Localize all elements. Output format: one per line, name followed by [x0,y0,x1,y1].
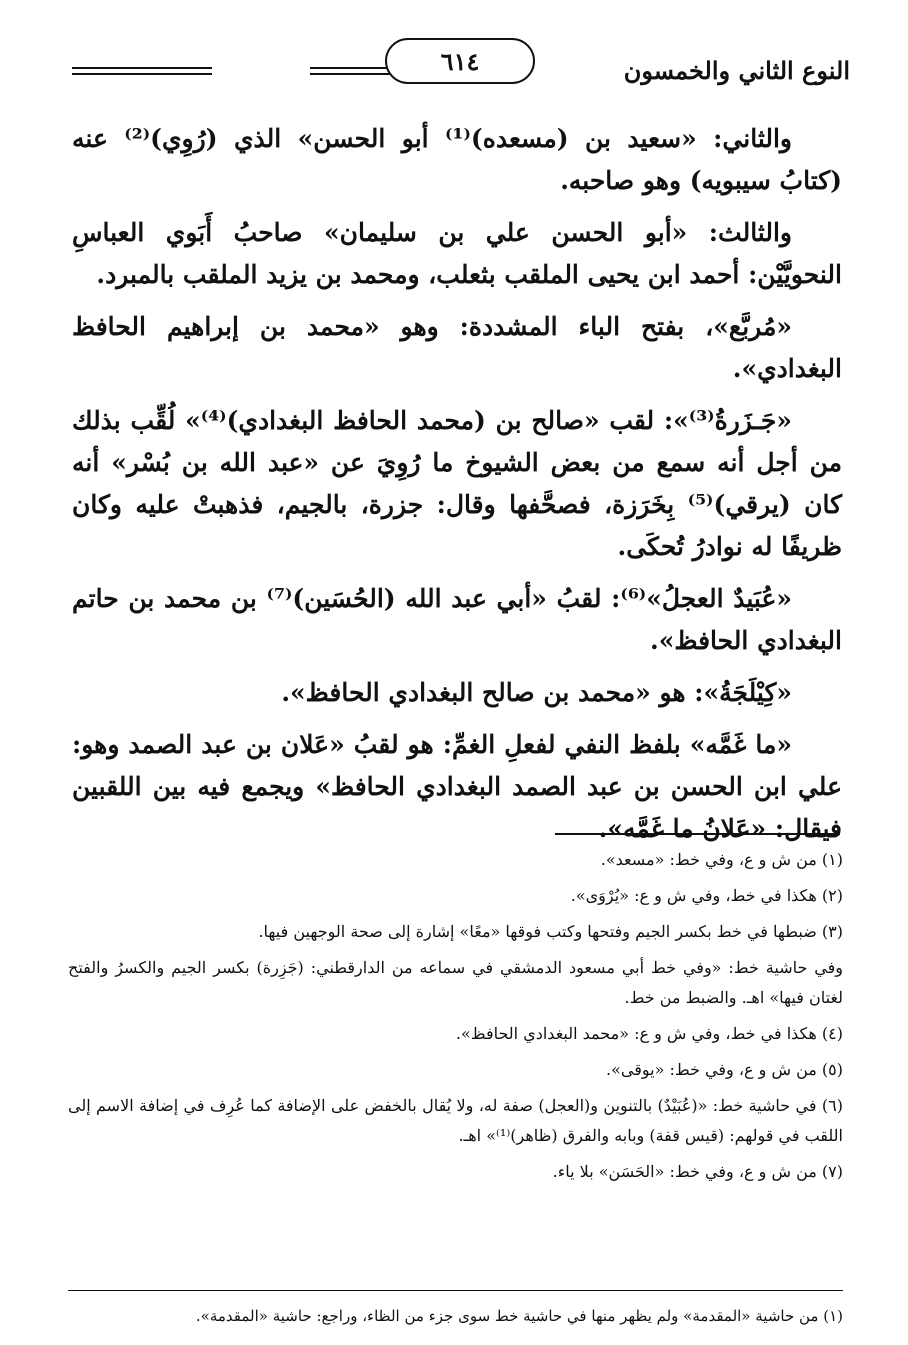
paragraph: والثاني: «سعيد بن (مسعده)⁽¹⁾ أبو الحسن» الذي (رُوِي)⁽²⁾ عنه (كتابُ سيبويه) وهو صاحبه. [72,124,842,195]
paragraph: «كِيْلَجَةُ»: هو «محمد بن صالح البغدادي الحافظ». [281,678,792,707]
footnote-divider [555,833,840,835]
paragraph: «جَـزَرةُ⁽³⁾»: لقب «صالح بن (محمد الحافظ البغدادي)⁽⁴⁾» لُقِّب بذلك من أجل أنه سمع من بعض الشيوخ ما رُوِيَ عن «عبد الله بن بُسْر» أنه كان (يرقي)⁽⁵⁾ بِخَرَزة، فصحَّفها وقال: جزرة، بالجيم، فذهبتْ عليه وكان ظريفًا له نوادرُ تُحكَى. [72,406,842,561]
footnote: (١) من ش و ع، وفي خط: «مسعد». [600,850,843,869]
footnote: (٤) هكذا في خط، وفي ش و ع: «محمد البغدادي الحافظ». [455,1024,843,1043]
header-rule-left [72,67,212,75]
footnotes [68,845,843,1193]
paragraph: «مُربَّع»، بفتح الباء المشددة: وهو «محمد بن إبراهيم الحافظ البغدادي». [72,312,842,383]
footnote: (٣) ضبطها في خط بكسر الجيم وفتحها وكتب فوقها «معًا» إشارة إلى صحة الوجهين فيها. [258,922,843,941]
sub-footnote: (١) من حاشية «المقدمة» ولم يظهر منها في حاشية خط سوى جزء من الظاء، وراجع: حاشية «المقدمة». [195,1307,843,1325]
footnote: وفي حاشية خط: «وفي خط أبي مسعود الدمشقي في سماعه من الدارقطني: (جَزِرة) بكسر الجيم والكسرُ والفتح لغتان فيها» اهـ. والضبط من خط. [68,958,843,1007]
paragraph: «عُبَيدٌ العجلُ»⁽⁶⁾: لقبُ «أبي عبد الله (الحُسَين)⁽⁷⁾ بن محمد بن حاتم البغدادي الحافظ». [72,584,842,655]
main-text [72,118,842,860]
footnote: (٦) في حاشية خط: «(عُبَيْدٌ) بالتنوين و(العجل) صفة له، ولا يُقال بالخفض على الإضافة كما عُرِف في إضافة الاسم إلى اللقب في قولهم: (قيس قفة) وبابه والفرق (ظاهر)⁽¹⁾» اهـ. [68,1096,843,1145]
footnote: (٢) هكذا في خط، وفي ش و ع: «يُرْوَى». [570,886,843,905]
footnote: (٧) من ش و ع، وفي خط: «الحَسَن» بلا ياء. [552,1162,843,1181]
footnote: (٥) من ش و ع، وفي خط: «يوقى». [606,1060,843,1079]
running-title: النوع الثاني والخمسون [623,56,850,85]
bottom-note-divider [68,1290,843,1291]
paragraph: «ما غَمَّه» بلفظ النفي لفعلِ الغمِّ: هو لقبُ «عَلان بن عبد الصمد وهو: علي ابن الحسن بن عبد الصمد البغدادي الحافظ» ويجمع فيه بين اللقبين فيقال: «عَلانُ ما غَمَّه». [72,730,842,843]
paragraph: والثالث: «أبو الحسن علي بن سليمان» صاحبُ أَبَوي العباسِ النحويَّيْن: أحمد ابن يحيى الملقب بثعلب، ومحمد بن يزيد الملقب بالمبرد. [72,218,842,289]
page-number: ٦١٤ [385,38,535,84]
page-header [60,38,850,88]
